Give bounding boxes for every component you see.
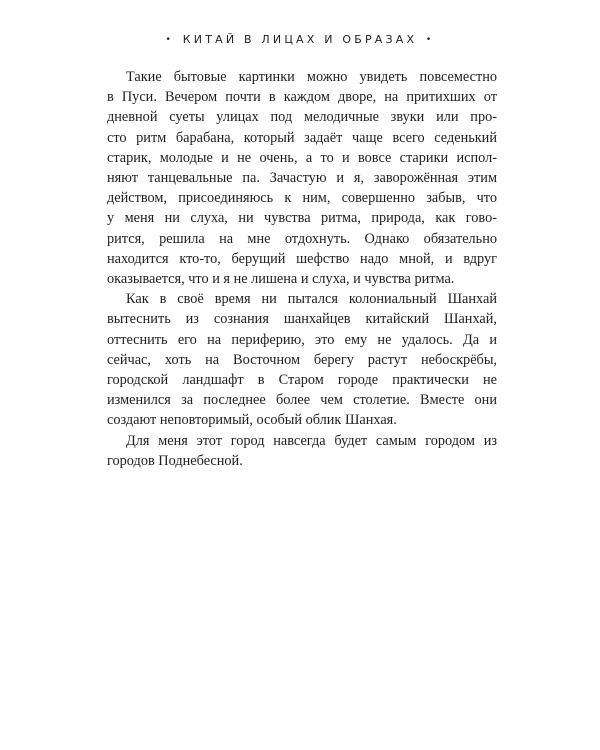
text-line: Для меня этот город навсегда будет самым городом из xyxy=(126,432,497,449)
text-line: вытеснить из сознания шанхайцев китайский Шанхай, xyxy=(107,311,497,328)
text-line: действом, присоединяюсь к ним, совершенно забыв, что xyxy=(107,190,497,207)
text-line: Такие бытовые картинки можно увидеть повсеместно xyxy=(126,69,497,85)
text-line: городской ландшафт в Старом городе практически не xyxy=(107,372,497,389)
body-text xyxy=(107,67,497,471)
text-line: старик, молодые и не очень, а то и вовсе старики испол- xyxy=(107,149,497,166)
text-line: сейчас, хоть на Восточном берегу растут небоскрёбы, xyxy=(107,351,497,368)
paragraph xyxy=(107,67,497,289)
text-line: сто ритм барабана, который задаёт чаще всего седенький xyxy=(107,129,497,146)
running-head-bullet-right: • xyxy=(425,35,435,45)
text-line: оказывается, что и я не лишена и слуха, и чувства ритма. xyxy=(107,271,455,288)
text-line: у меня ни слуха, ни чувства ритма, природа, как гово- xyxy=(107,210,497,227)
running-head-title: КИТАЙ В ЛИЦАХ И ОБРАЗАХ xyxy=(182,33,418,46)
text-line: оттеснить его на периферию, это ему не удалось. Да и xyxy=(107,331,497,348)
text-line: изменился за последнее более чем столетие. Вместе они xyxy=(107,392,497,409)
paragraph xyxy=(107,289,497,430)
paragraph xyxy=(107,431,497,471)
text-line: городов Поднебесной. xyxy=(107,452,243,469)
text-line: находится кто-то, берущий шефство надо мной, и вдруг xyxy=(107,250,497,267)
text-line: Как в своё время ни пытался колониальный Шанхай xyxy=(126,291,497,308)
text-line: дневной суеты улицах под мелодичные звуки или про- xyxy=(107,109,497,126)
text-line: создают неповторимый, особый облик Шанхая. xyxy=(107,412,397,429)
text-line: няют танцевальные па. Зачастую и я, заворожённая этим xyxy=(107,170,497,187)
text-line: в Пуси. Вечером почти в каждом дворе, на притихших от xyxy=(107,89,497,106)
running-head-bullet-left: • xyxy=(165,35,175,45)
text-line: рится, решила на мне отдохнуть. Однако обязательно xyxy=(107,230,497,247)
running-head xyxy=(0,33,600,46)
